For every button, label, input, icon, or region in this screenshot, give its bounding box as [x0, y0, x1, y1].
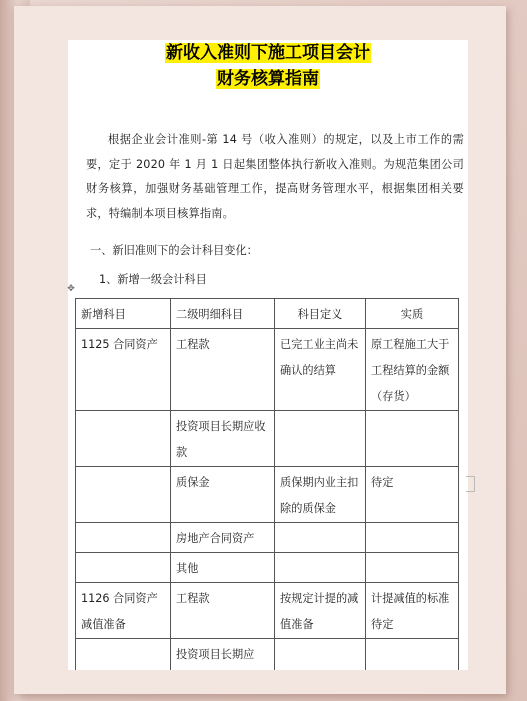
table-cell: [366, 553, 459, 583]
header-cell: 实质: [366, 299, 459, 329]
document-sheet: [68, 40, 468, 670]
table-cell: 按规定计提的减值准备: [275, 583, 366, 639]
table-row: [76, 329, 459, 411]
table-cell: [275, 553, 366, 583]
table-cell: 质保金: [171, 467, 275, 523]
table-cell: 计提减值的标准待定: [366, 583, 459, 639]
table-cell: [76, 523, 171, 553]
table-row: [76, 523, 459, 553]
table-row: [76, 639, 459, 671]
table-cell: [76, 639, 171, 671]
table-cell: 工程款: [171, 329, 275, 411]
table-row: [76, 467, 459, 523]
table-cell: [76, 467, 171, 523]
table-row: [76, 411, 459, 467]
table-cell: 投资项目长期应收款: [171, 411, 275, 467]
intro-paragraph: 根据企业会计准则-第 14 号（收入准则）的规定，以及上市工作的需要，定于 2020 年 1 月 1 日起集团整体执行新收入准则。为规范集团公司财务核算，加强财务基础管理工作，提高财务管理水平，根据集团相关要求，特编制本项目核算指南。: [86, 133, 464, 220]
table-cell: 投资项目长期应: [171, 639, 275, 671]
table-cell: 房地产合同资产: [171, 523, 275, 553]
section-heading-1: 一、新旧准则下的会计科目变化：: [90, 244, 258, 257]
table-header-row: [76, 299, 459, 329]
subsection-heading-1: 1、新增一级会计科目: [99, 273, 207, 286]
table-cell: 待定: [366, 467, 459, 523]
table-cell: 1126 合同资产减值准备: [76, 583, 171, 639]
table-cell: [76, 553, 171, 583]
table-cell: [76, 411, 171, 467]
table-cell: 质保期内业主扣除的质保金: [275, 467, 366, 523]
table-cell: [366, 411, 459, 467]
document-title-line2: 财务核算指南: [217, 69, 319, 89]
table-move-handle-icon[interactable]: ✥: [67, 284, 75, 294]
table-cell: 原工程施工大于工程结算的金额（存货）: [366, 329, 459, 411]
table-cell: 工程款: [171, 583, 275, 639]
account-table: [75, 298, 459, 670]
table-cell: [366, 523, 459, 553]
table-cell: 已完工业主尚未确认的结算: [275, 329, 366, 411]
table-cell: [275, 411, 366, 467]
table-cell: [366, 639, 459, 671]
table-cell: 1125 合同资产: [76, 329, 171, 411]
header-cell: 二级明细科目: [171, 299, 275, 329]
header-cell: 科目定义: [275, 299, 366, 329]
table-cell: [275, 523, 366, 553]
header-cell: 新增科目: [76, 299, 171, 329]
table-cell: [275, 639, 366, 671]
table-add-column-handle-icon[interactable]: [466, 476, 475, 492]
table-cell: 其他: [171, 553, 275, 583]
document-title-line1: 新收入准则下施工项目会计: [166, 43, 370, 63]
table-row: [76, 553, 459, 583]
table-row: [76, 583, 459, 639]
